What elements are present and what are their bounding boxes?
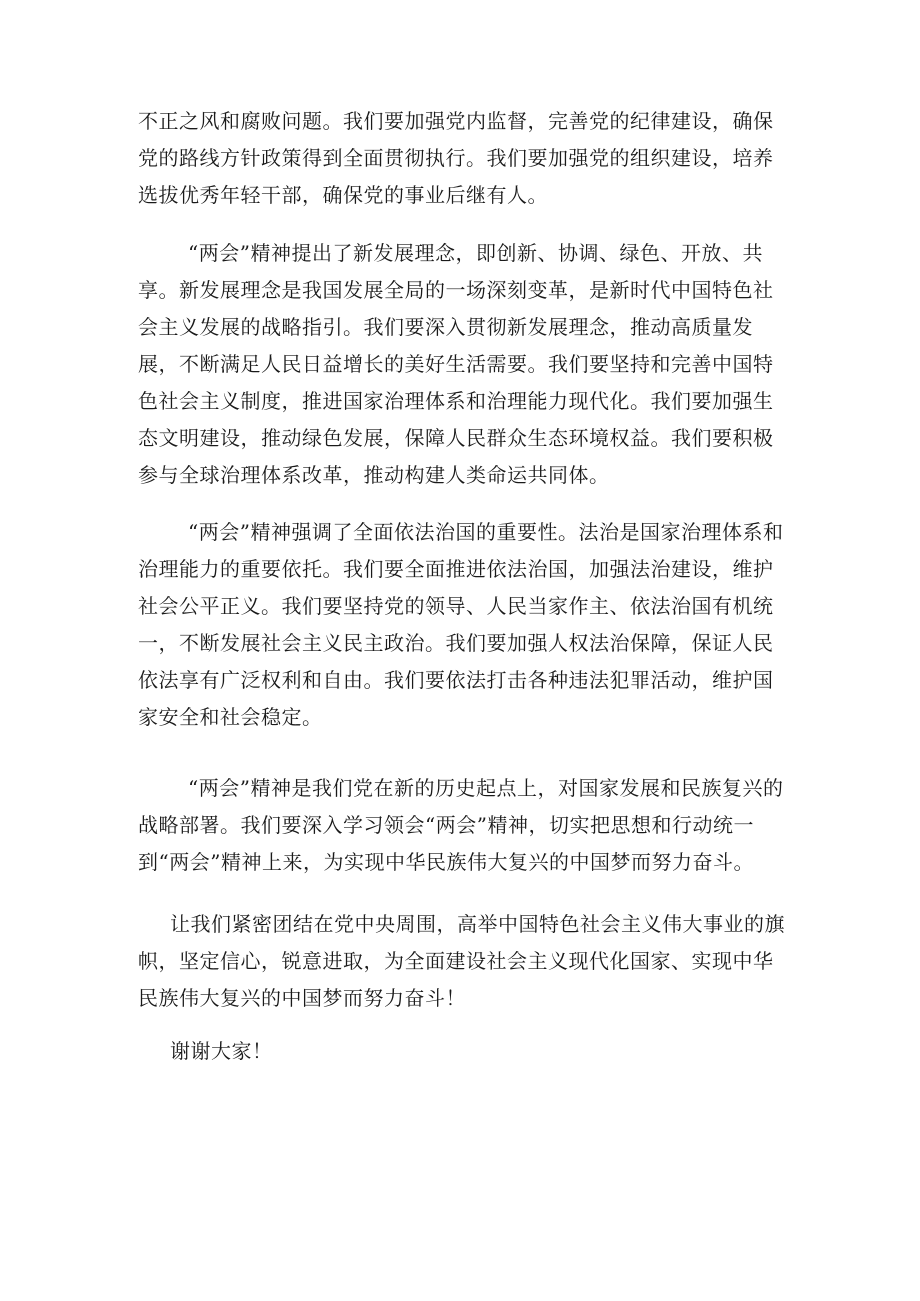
paragraph-closing-call: 让我们紧密团结在党中央周围，高举中国特色社会主义伟大事业的旗帜，坚定信心，锐意进取，为全面建设社会主义现代化国家、实现中华民族伟大复兴的中国梦而努力奋斗！ — [138, 912, 785, 1010]
paragraph-rule-of-law: “两会”精神强调了全面依法治国的重要性。法治是国家治理体系和治理能力的重要依托。我们要全面推进依法治国，加强法治建设，维护社会公平正义。我们要坚持党的领导、人民当家作主、依法治国有机统一，不断发展社会主义民主政治。我们要加强人权法治保障，保证人民依法享有广泛权利和自由。我们要依法打击各种违法犯罪活动，维护国家安全和社会稳定。 — [138, 520, 784, 729]
paragraph-party-building: 不正之风和腐败问题。我们要加强党内监督，完善党的纪律建设，确保党的路线方针政策得到全面贯彻执行。我们要加强党的组织建设，培养选拔优秀年轻干部，确保党的事业后继有人。 — [138, 109, 774, 207]
paragraph-new-development-concept: “两会”精神提出了新发展理念，即创新、协调、绿色、开放、共享。新发展理念是我国发展全局的一场深刻变革，是新时代中国特色社会主义发展的战略指引。我们要深入贯彻新发展理念，推动高质量发展，不断满足人民日益增长的美好生活需要。我们要坚持和完善中国特色社会主义制度，推进国家治理体系和治理能力现代化。我们要加强生态文明建设，推动绿色发展，保障人民群众生态环境权益。我们要积极参与全球治理体系改革，推动构建人类命运共同体。 — [138, 241, 774, 487]
paragraph-strategic-deployment: “两会”精神是我们党在新的历史起点上，对国家发展和民族复兴的战略部署。我们要深入学习领会“两会”精神，切实把思想和行动统一到“两会”精神上来，为实现中华民族伟大复兴的中国梦而努力奋斗。 — [138, 776, 784, 874]
paragraph-thanks: 谢谢大家！ — [170, 1039, 273, 1063]
